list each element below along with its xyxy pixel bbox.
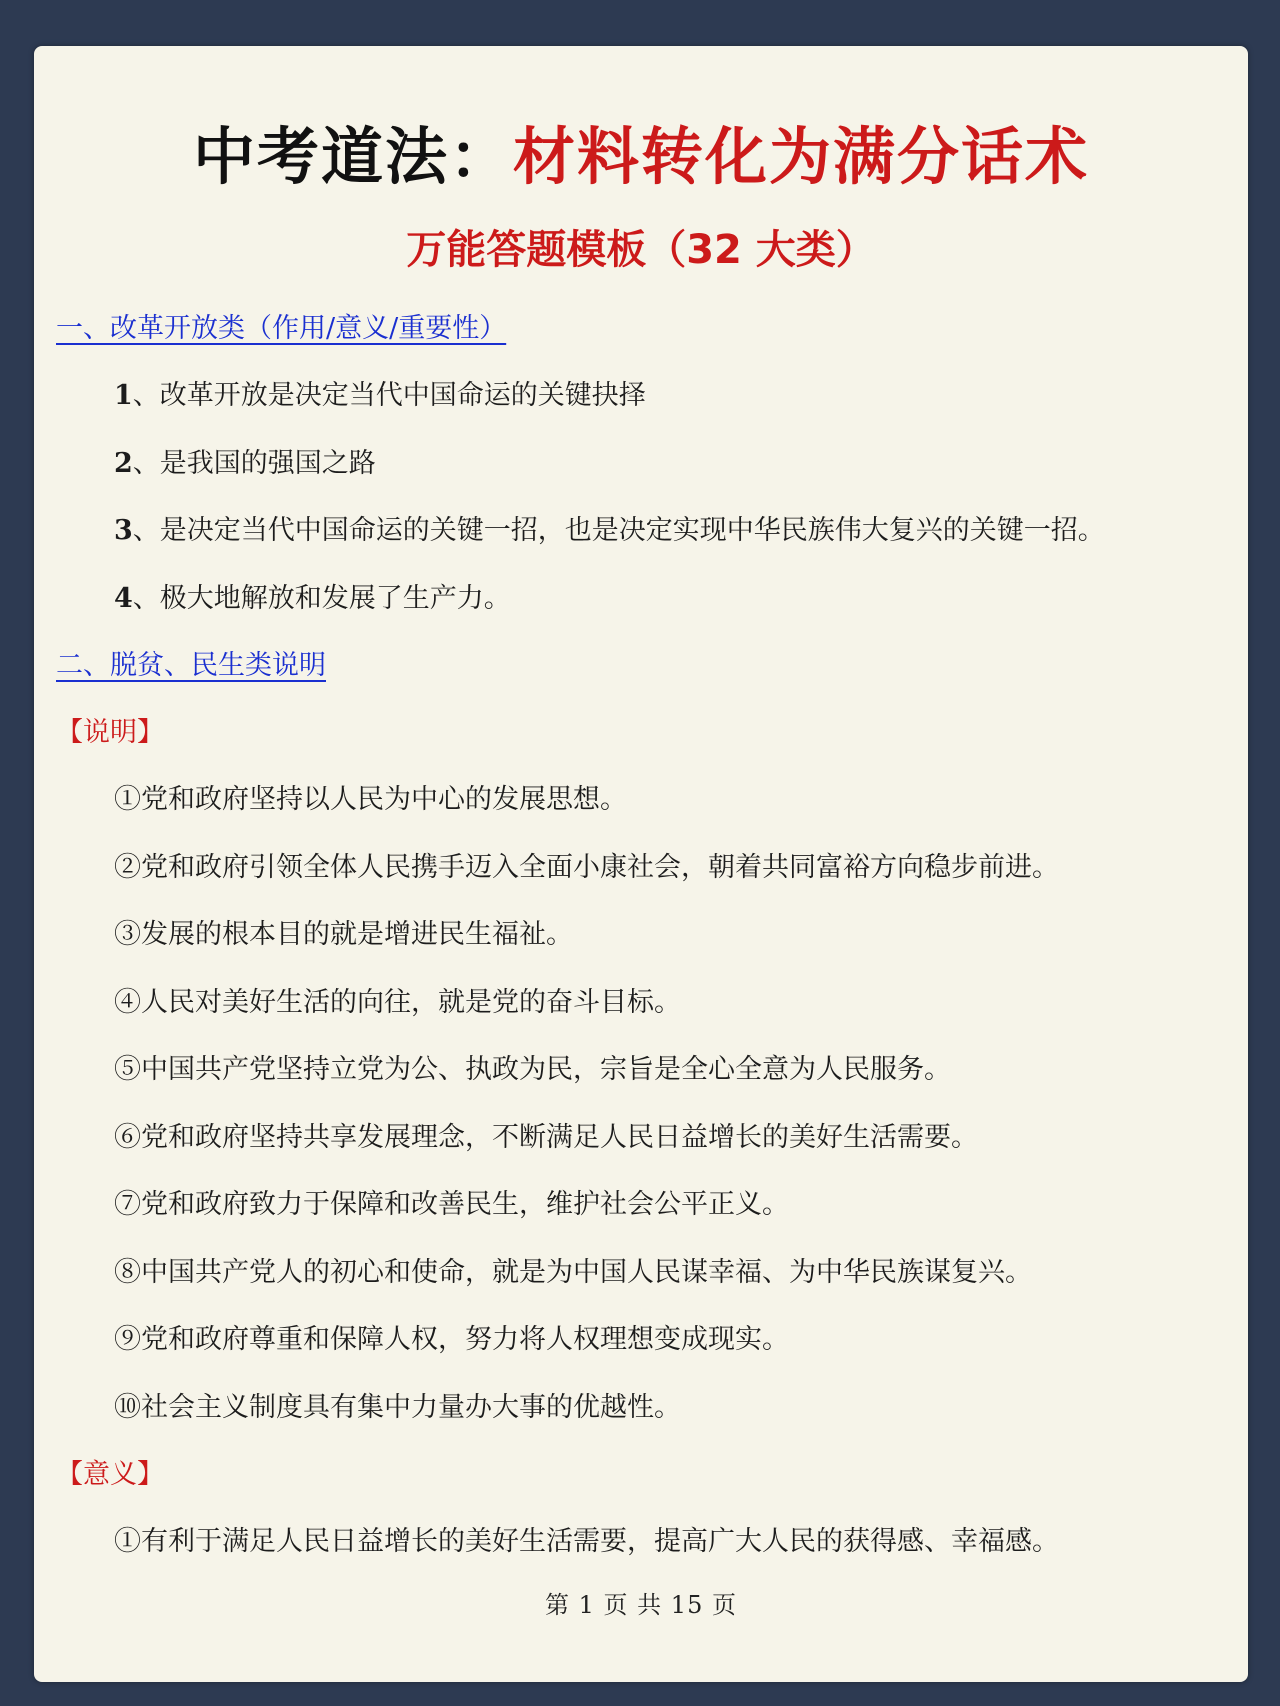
list-item: ⑦党和政府致力于保障和改善民生，维护社会公平正义。 <box>114 1189 789 1220</box>
main-title <box>34 114 1248 200</box>
meaning-tag: 【意义】 <box>56 1459 164 1490</box>
list-item: ⑩社会主义制度具有集中力量办大事的优越性。 <box>114 1391 681 1423</box>
item-text: 、极大地解放和发展了生产力。 <box>132 582 511 614</box>
list-item: ⑨党和政府尊重和保障人权，努力将人权理想变成现实。 <box>114 1324 789 1355</box>
list-item: ④人民对美好生活的向往，就是党的奋斗目标。 <box>114 986 681 1018</box>
section-heading-reform[interactable]: 一、改革开放类（作用/意义/重要性） <box>56 313 507 344</box>
item-number: 4 <box>114 582 133 614</box>
item-text: 、改革开放是决定当代中国命运的关键抉择 <box>132 380 646 411</box>
list-item <box>114 576 1248 644</box>
title-part2: 材料转化为 <box>512 120 833 193</box>
page-number-footer: 第 1 页 共 15 页 <box>545 1591 737 1619</box>
list-item: ①党和政府坚持以人民为中心的发展思想。 <box>114 784 627 815</box>
list-item: ⑥党和政府坚持共享发展理念，不断满足人民日益增长的美好生活需要。 <box>114 1121 978 1153</box>
list-item: ③发展的根本目的就是增进民生福祉。 <box>114 919 573 950</box>
item-text: 、是决定当代中国命运的关键一招，也是决定实现中华民族伟大复兴的关键一招。 <box>132 515 1105 546</box>
item-number: 2 <box>114 447 133 479</box>
list-item <box>114 508 1248 576</box>
explain-tag: 【说明】 <box>56 717 164 748</box>
list-item: ⑤中国共产党坚持立党为公、执政为民，宗旨是全心全意为人民服务。 <box>114 1054 951 1085</box>
list-item <box>114 373 1248 441</box>
item-number: 1 <box>114 380 133 411</box>
subtitle: 万能答题模板（32 大类） <box>406 227 876 273</box>
document-page <box>34 46 1248 1682</box>
item-text: 、是我国的强国之路 <box>132 447 376 479</box>
list-item: ②党和政府引领全体人民携手迈入全面小康社会，朝着共同富裕方向稳步前进。 <box>114 851 1059 883</box>
section-heading-livelihood[interactable]: 二、脱贫、民生类说明 <box>56 650 326 681</box>
title-part3-emphasis: 满分话术 <box>833 120 1090 193</box>
list-item <box>114 441 1248 509</box>
item-number: 3 <box>114 515 133 546</box>
list-item: ⑧中国共产党人的初心和使命，就是为中国人民谋幸福、为中华民族谋复兴。 <box>114 1256 1032 1288</box>
title-part1: 中考道法： <box>192 120 513 193</box>
list-item: ①有利于满足人民日益增长的美好生活需要，提高广大人民的获得感、幸福感。 <box>114 1526 1059 1557</box>
